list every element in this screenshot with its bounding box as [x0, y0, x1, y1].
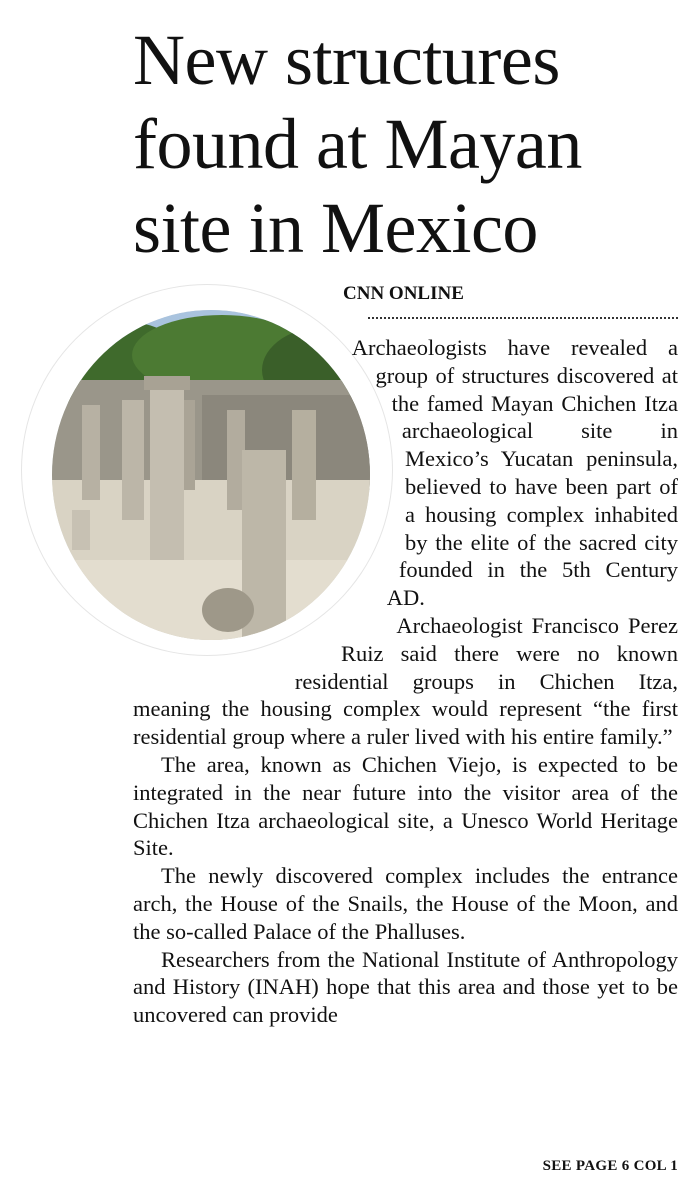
- paragraph-1: Archaeologists have revealed a group of structures discovered at the famed Mayan Chichen Itza archaeological site in Mexico’s Yucatan peninsula, believed to have been part of a housing complex inhabited by the elite of the sacred city founded in the 5th Century AD.: [351, 335, 678, 611]
- paragraph-3: The area, known as Chichen Viejo, is expected to be integrated in the near future into the visitor area of the Chichen Itza archaeological site, a Unesco World Heritage Site.: [133, 751, 678, 861]
- headline: New structures found at Mayan site in Mexico: [133, 20, 582, 268]
- paragraph-4: The newly discovered complex includes the entrance arch, the House of the Snails, the House of the Moon, and the so-called Palace of the Phalluses.: [133, 863, 678, 944]
- byline-divider: [368, 317, 678, 319]
- continuation-note[interactable]: SEE PAGE 6 COL 1: [542, 1158, 678, 1174]
- byline: CNN ONLINE: [343, 283, 464, 304]
- text-wrap-spacer: [133, 334, 405, 690]
- article-body: [133, 334, 678, 1029]
- paragraph-5: Researchers from the National Institute of Anthropology and History (INAH) hope that this area and those yet to be uncovered can provide: [133, 946, 678, 1028]
- paragraph-2: Archaeologist Francisco Perez Ruiz said there were no known residential groups in Chichen Itza, meaning the housing complex would represent “the first residential group where a ruler lived with his entire family.”: [133, 612, 678, 750]
